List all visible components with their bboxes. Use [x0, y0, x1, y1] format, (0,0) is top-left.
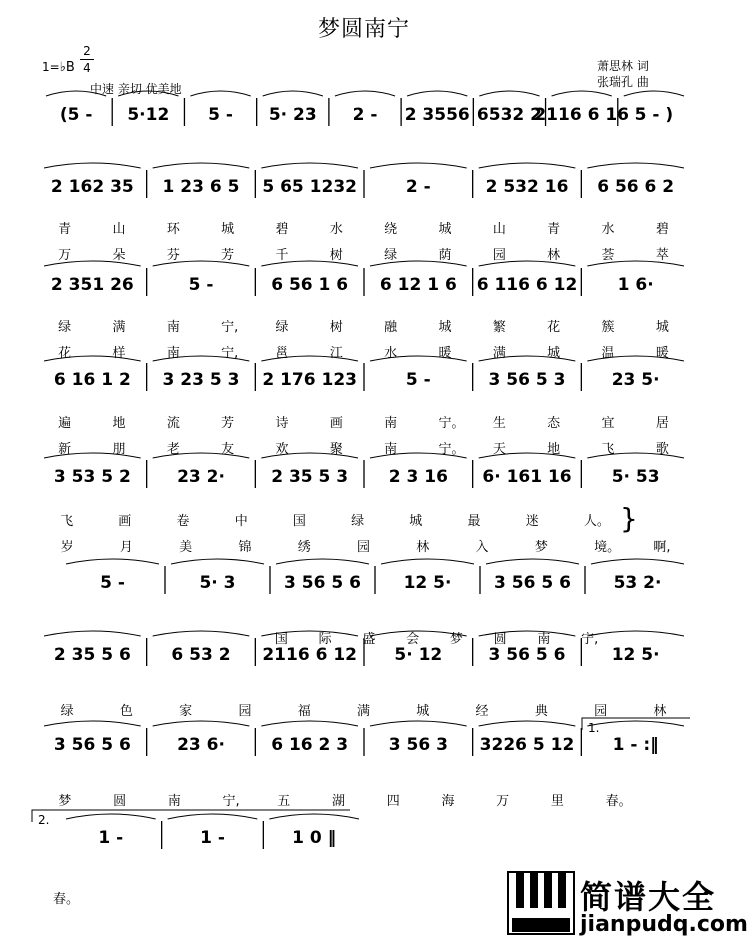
- lyric-syllable: 绿: [351, 514, 365, 529]
- lyric-syllable: 千: [275, 248, 289, 263]
- lyric-syllable: 月: [119, 540, 133, 555]
- measure-notes: 3 56 5 6: [488, 645, 566, 665]
- lyric-syllable: 居: [655, 416, 669, 431]
- watermark-logo: [508, 868, 748, 941]
- lyric-syllable: 友: [221, 442, 235, 457]
- slur: [66, 814, 156, 819]
- lyric-syllable: 芬: [166, 248, 180, 263]
- slur: [168, 814, 258, 819]
- slur: [171, 559, 264, 564]
- lyric-syllable: 际: [318, 632, 332, 647]
- slur: [479, 91, 539, 96]
- measure-notes: 1 -: [98, 828, 124, 848]
- measure-notes: 1 - :‖: [612, 735, 659, 755]
- measure-notes: 5 -: [188, 275, 214, 295]
- lyric-syllable: 宜: [601, 416, 615, 431]
- measure-notes: 3 56 5 6: [494, 573, 571, 593]
- lyric-syllable: 新: [58, 442, 72, 457]
- measure-notes: 2 35 5 3: [271, 467, 349, 487]
- measure-notes: 2 -: [352, 105, 378, 125]
- slur: [263, 91, 323, 96]
- lyric-syllable: 簇: [601, 320, 615, 335]
- measure-notes: 5 -: [405, 370, 431, 390]
- slur: [587, 721, 684, 726]
- slur: [66, 559, 159, 564]
- measure-notes: 23 2·: [177, 467, 225, 487]
- lyric-syllable: 宁,: [222, 794, 240, 809]
- measure-notes: 5·12: [127, 105, 170, 125]
- lyric-syllable: 江: [329, 346, 343, 361]
- slur: [624, 91, 684, 96]
- lyric-syllable: 天: [492, 442, 506, 457]
- lyric-syllable: 南: [537, 632, 551, 647]
- lyric-syllable: 国: [292, 514, 306, 529]
- measure-notes: 1 -: [200, 828, 225, 848]
- watermark-brand: 简谱大全: [580, 878, 717, 916]
- lyric-syllable: 城: [221, 222, 235, 237]
- measure-notes: 5 -: [208, 105, 233, 125]
- lyric-syllable: 飞: [60, 514, 74, 529]
- lyric-syllable: 地: [547, 442, 561, 457]
- lyric-syllable: 色: [119, 704, 133, 719]
- measure-notes: (5 -: [59, 105, 93, 125]
- key-flat: ♭B: [59, 60, 75, 75]
- lyric-syllable: 园: [357, 540, 371, 555]
- slur: [261, 721, 358, 726]
- lyric-syllable: 迷: [525, 514, 539, 529]
- lyric-syllable: 城: [547, 346, 561, 361]
- measure-notes: 2 532 16: [485, 177, 569, 197]
- lyric-syllable: 态: [547, 416, 561, 431]
- lyric-syllable: 万: [58, 248, 72, 263]
- lyric-syllable: 生: [492, 416, 506, 431]
- lyric-syllable: 湖: [332, 794, 346, 809]
- lyricist: 萧思林 词: [597, 59, 649, 73]
- slur: [153, 631, 250, 636]
- measure-notes: 6 16 2 3: [271, 735, 349, 755]
- lyric-syllable: 流: [166, 416, 180, 431]
- lyric-syllable: 最: [467, 514, 481, 529]
- lyric-syllable: 朵: [112, 248, 126, 263]
- slur: [261, 163, 358, 168]
- lyric-syllable: 芳: [221, 416, 235, 431]
- lyric-syllable: 南: [384, 416, 398, 431]
- lyric-syllable: 国: [274, 632, 288, 647]
- measure-notes: 6 53 2: [171, 645, 231, 665]
- slur: [118, 91, 178, 96]
- measure-notes: 5 65 1232: [262, 177, 357, 197]
- key-label: 1=: [42, 60, 60, 74]
- measure-notes: 5 -: [100, 573, 125, 593]
- measure-notes: 12 5·: [611, 645, 660, 665]
- slur: [44, 163, 141, 168]
- lyric-syllable: 绕: [384, 222, 398, 237]
- measure-notes: 2 35 5 6: [53, 645, 131, 665]
- measure-notes: 2 3 16: [388, 467, 448, 487]
- lyric-syllable: 花: [547, 320, 561, 335]
- lyric-syllable: 温: [601, 346, 615, 361]
- lyric-syllable: 家: [179, 704, 193, 719]
- measure-notes: 2 162 35: [50, 177, 134, 197]
- lyric-syllable: 会: [406, 632, 420, 647]
- lyric-syllable: 绣: [297, 540, 311, 555]
- measure-notes: 3 53 5 2: [53, 467, 131, 487]
- lyric-syllable: 锦: [238, 540, 252, 555]
- time-top: 2: [83, 44, 91, 58]
- lyric-syllable: 环: [166, 222, 180, 237]
- lyric-syllable: 碧: [655, 222, 669, 237]
- lyric-syllable: 南: [166, 320, 180, 335]
- lyric-syllable: 歌: [655, 442, 669, 457]
- lyric-syllable: 山: [492, 222, 506, 237]
- lyric-syllable: 里: [550, 794, 564, 809]
- slur: [370, 721, 467, 726]
- lyric-syllable: 暖: [438, 346, 452, 361]
- lyric-syllable: 荫: [438, 248, 452, 263]
- lyric-syllable: 荟: [601, 248, 615, 263]
- lyric-syllable: 岁: [60, 540, 74, 555]
- lyric-syllable: 啊,: [653, 540, 671, 555]
- lyric-syllable: 梦: [58, 794, 72, 809]
- lyric-syllable: 宁。: [438, 416, 465, 431]
- lyric-syllable: 满: [357, 704, 371, 719]
- measure-notes: 1 0 ‖: [292, 828, 337, 848]
- lyric-syllable: 地: [112, 416, 126, 431]
- slur: [587, 163, 684, 168]
- measure-notes: 5 - ): [634, 105, 674, 125]
- measure-notes: 6532 2: [476, 105, 542, 125]
- lyric-syllable: 水: [601, 222, 615, 237]
- lyric-syllable: 园: [238, 704, 252, 719]
- measure-notes: 53 2·: [613, 573, 662, 593]
- lyric-syllable: 碧: [275, 222, 289, 237]
- lyric-syllable: 圆: [493, 632, 507, 647]
- lyric-syllable: 海: [441, 794, 455, 809]
- lyric-syllable: 树: [329, 320, 343, 335]
- lyric-syllable: 芳: [221, 248, 235, 263]
- volta-first-label: 1.: [588, 721, 600, 735]
- measure-notes: 23 6·: [177, 735, 225, 755]
- lyric-syllable: 飞: [601, 442, 615, 457]
- lyric-syllable: 欢: [275, 442, 289, 457]
- lyric-syllable: 萃: [655, 248, 669, 263]
- measure-notes: 12 5·: [403, 573, 452, 593]
- lyric-syllable: 城: [438, 222, 452, 237]
- lyric-syllable: 林: [653, 704, 667, 719]
- measure-notes: 6 56 1 6: [271, 275, 349, 295]
- lyric-syllable: 城: [416, 704, 430, 719]
- lyric-syllable: 样: [112, 346, 126, 361]
- lyric-syllable: 融: [384, 320, 398, 335]
- slur: [153, 721, 250, 726]
- measure-notes: 5· 53: [611, 467, 660, 487]
- measure-notes: 2116 6 16: [534, 105, 629, 125]
- song-title: 梦圆南宁: [317, 17, 410, 42]
- lyric-syllable: 树: [329, 248, 343, 263]
- slur: [44, 631, 141, 636]
- lyric-syllable: 繁: [492, 320, 506, 335]
- measure-notes: 6· 161 16: [482, 467, 572, 487]
- lyric-syllable: 宁,: [221, 346, 239, 361]
- slur: [276, 559, 369, 564]
- measure-notes: 2116 6 12: [262, 645, 357, 665]
- slur: [479, 721, 576, 726]
- lyric-syllable: 城: [438, 320, 452, 335]
- lyric-syllable: 盛: [362, 632, 376, 647]
- lyric-syllable: 水: [384, 346, 398, 361]
- slur: [381, 559, 474, 564]
- measure-notes: 2 3556: [404, 105, 470, 125]
- lyric-syllable: 五: [277, 794, 291, 809]
- measure-notes: 2 176 123: [262, 370, 357, 390]
- slur: [407, 91, 467, 96]
- lyric-syllable: 南: [166, 346, 180, 361]
- slur: [190, 91, 250, 96]
- lyric-syllable: 梦: [534, 540, 548, 555]
- lyric-syllable: 绿: [384, 248, 398, 263]
- lyric-syllable: 林: [547, 248, 561, 263]
- lyric-syllable: 园: [492, 248, 506, 263]
- slur: [479, 163, 576, 168]
- lyric-syllable: 画: [329, 416, 343, 431]
- lyric-syllable: 水: [329, 222, 343, 237]
- lyric-syllable: 城: [655, 320, 669, 335]
- slur: [591, 559, 684, 564]
- lyric-syllable: 绿: [60, 704, 74, 719]
- lyric-syllable: 春。: [605, 794, 632, 809]
- lyric-syllable: 园: [594, 704, 608, 719]
- measure-notes: 3 56 5 3: [488, 370, 566, 390]
- lyric-syllable: 宁,: [221, 320, 239, 335]
- lyric-syllable: 经: [475, 704, 489, 719]
- slur: [44, 721, 141, 726]
- watermark-url: jianpudq.com: [580, 912, 748, 937]
- lyric-syllable: 暖: [655, 346, 669, 361]
- lyric-syllable: 卷: [176, 514, 190, 529]
- lyric-syllable: 绿: [58, 320, 72, 335]
- slur: [269, 814, 359, 819]
- volta-second-label: 2.: [38, 813, 50, 827]
- lyric-syllable: 城: [409, 514, 423, 529]
- measure-notes: 3 56 3: [388, 735, 448, 755]
- lyric-syllable: 宁。: [438, 442, 465, 457]
- lyric-syllable: 邕: [275, 346, 289, 361]
- lyric-syllable: 春。: [53, 892, 80, 907]
- measure-notes: 23 5·: [611, 370, 660, 390]
- lyric-syllable: 人。: [583, 514, 610, 529]
- measure-notes: 3 56 5 6: [53, 735, 131, 755]
- lyric-syllable: 美: [179, 540, 193, 555]
- lyric-syllable: 境。: [594, 540, 621, 555]
- measure-notes: 3 56 5 6: [284, 573, 361, 593]
- measure-notes: 6 116 6 12: [476, 275, 578, 295]
- slur: [153, 163, 250, 168]
- lyric-syllable: 青: [58, 222, 72, 237]
- slur: [486, 559, 579, 564]
- slur: [46, 91, 106, 96]
- tempo-marking: 中速 亲切 优美地: [90, 82, 182, 96]
- measure-notes: 1 23 6 5: [162, 177, 240, 197]
- lyric-syllable: 四: [386, 794, 400, 809]
- lyric-syllable: 朋: [112, 442, 126, 457]
- lyric-syllable: 圆: [113, 794, 127, 809]
- piano-keys-icon: [508, 872, 574, 934]
- measure-notes: 3 23 5 3: [162, 370, 240, 390]
- lyric-syllable: 宁,: [581, 632, 599, 647]
- measure-notes: 1 6·: [617, 275, 654, 295]
- lyric-syllable: 遍: [58, 416, 72, 431]
- measure-notes: 2 351 26: [50, 275, 134, 295]
- measure-notes: 3226 5 12: [479, 735, 575, 755]
- measure-notes: 5· 12: [394, 645, 443, 665]
- measure-notes: 6 56 6 2: [597, 177, 675, 197]
- lyric-syllable: 南: [384, 442, 398, 457]
- lyric-syllable: 满: [492, 346, 506, 361]
- lyric-syllable: 万: [496, 794, 510, 809]
- lyric-syllable: 南: [167, 794, 181, 809]
- measure-notes: 2 -: [405, 177, 431, 197]
- lyric-syllable: 青: [547, 222, 561, 237]
- time-bottom: 4: [83, 61, 91, 75]
- lyric-syllable: 画: [118, 514, 132, 529]
- lyric-syllable: 老: [166, 442, 180, 457]
- lyric-syllable: 聚: [329, 442, 343, 457]
- lyric-syllable: 入: [475, 540, 489, 555]
- lyric-brace: }: [620, 502, 638, 535]
- lyric-syllable: 林: [416, 540, 430, 555]
- slur: [335, 91, 395, 96]
- slur: [552, 91, 612, 96]
- measure-notes: 5· 23: [268, 105, 317, 125]
- lyric-syllable: 福: [297, 704, 311, 719]
- lyric-syllable: 花: [58, 346, 72, 361]
- lyric-syllable: 中: [234, 514, 248, 529]
- lyric-syllable: 诗: [275, 416, 289, 431]
- lyric-syllable: 绿: [275, 320, 289, 335]
- lyric-syllable: 山: [112, 222, 126, 237]
- slur: [587, 631, 684, 636]
- score-rows: [32, 91, 690, 849]
- composer: 张瑞孔 曲: [597, 75, 649, 89]
- lyric-syllable: 满: [112, 320, 126, 335]
- lyric-syllable: 梦: [449, 632, 463, 647]
- measure-notes: 6 12 1 6: [379, 275, 457, 295]
- lyric-syllable: 典: [534, 704, 548, 719]
- measure-notes: 5· 3: [199, 573, 236, 593]
- slur: [370, 163, 467, 168]
- measure-notes: 6 16 1 2: [53, 370, 131, 390]
